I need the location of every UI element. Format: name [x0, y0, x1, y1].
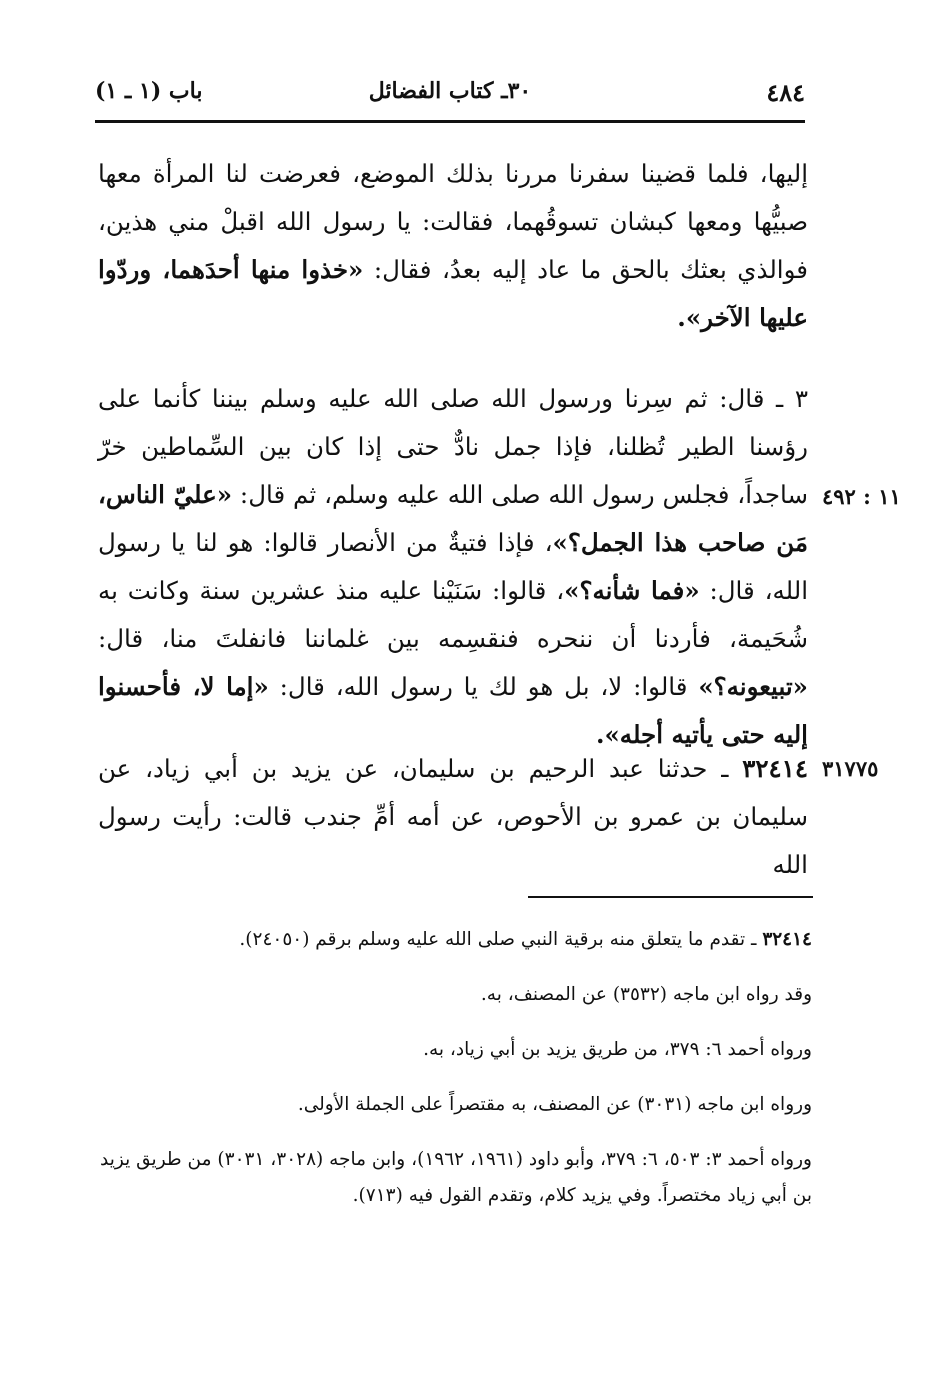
- margin-reference: ٣١٧٧٥: [822, 756, 879, 781]
- paragraph-text: ٣ ـ قال: ثم سِرنا ورسول الله صلى الله عليه وسلم بيننا كأنما على رؤسنا الطير تُظلنا، فإذا جمل نادٌّ حتى إذا كان بين السِّماطين خرّ ساجداً، فجلس رسول الله صلى الله عليه وسلم، ثم قال:: [98, 384, 809, 509]
- hadith-quote: «تبيعونه؟»: [698, 672, 808, 701]
- hadith-quote: «فما شأنه؟»: [564, 576, 700, 605]
- footnote: ورواه أحمد ٣: ٥٠٣، ٦: ٣٧٩، وأبو داود (١٩٦١، ١٩٦٢)، وابن ماجه (٣٠٢٨، ٣٠٣١) من طريق يزيد بن أبي زياد مختصراً. وفي يزيد كلام، وتقدم القول فيه (٧١٣).: [100, 1149, 812, 1206]
- paragraph-narration-3: [98, 375, 808, 759]
- paragraph-continuation: [98, 150, 808, 342]
- page-header: [95, 72, 805, 122]
- paragraph-text: إليها، فلما قضينا سفرنا مررنا بذلك الموضع، فعرضت لنا المرأة معها صبيُّها ومعها كبشان تسوقُهما، فقالت: يا رسول الله اقبلْ مني هذين، فوالذي بعثك بالحق ما عاد إليه بعدُ، فقال:: [98, 159, 808, 284]
- paragraph-text: قالوا: لا، بل هو لك يا رسول الله، قال:: [268, 672, 699, 701]
- footnote-number: ٣٢٤١٤: [762, 929, 812, 950]
- footnote: وقد رواه ابن ماجه (٣٥٣٢) عن المصنف، به.: [480, 984, 812, 1005]
- hadith-quote: «إما لا، فأحسنوا إليه حتى يأتيه أجله».: [98, 672, 808, 749]
- footnote: ورواه أحمد ٦: ٣٧٩، من طريق يزيد بن أبي زياد، به.: [423, 1039, 812, 1060]
- footnote-divider: [528, 896, 813, 898]
- footnote: [100, 922, 812, 957]
- chapter-label: باب (١ ـ ١): [95, 78, 203, 104]
- footnote-text: ـ تقدم ما يتعلق منه برقية النبي صلى الله عليه وسلم برقم (٢٤٠٥٠).: [239, 929, 763, 950]
- page-number: ٤٨٤: [766, 78, 805, 107]
- margin-reference: ١١ : ٤٩٢: [822, 484, 901, 509]
- hadith-number: ٣٢٤١٤: [742, 754, 808, 783]
- paragraph-text: ـ حدثنا عبد الرحيم بن سليمان، عن يزيد بن أبي زياد، عن سليمان بن عمرو بن الأحوص، عن أمه أمِّ جندب قالت: رأيت رسول الله: [98, 754, 808, 879]
- header-divider: [95, 120, 805, 123]
- hadith-quote: «عليّ الناس، مَن صاحب هذا الجمل؟»: [98, 480, 808, 557]
- hadith-quote: «خذوا منها أحدَهما، وردّوا عليها الآخر».: [98, 255, 808, 332]
- footnote: ورواه ابن ماجه (٣٠٣١) عن المصنف، به مقتصراً على الجملة الأولى.: [297, 1094, 812, 1115]
- paragraph-text: ، قالوا: سَنَيْنا عليه منذ عشرين سنة وكانت به شُحَيمة، فأردنا أن ننحره فنقسِمه بين غلماننا فانفلتَ منا، قال:: [98, 576, 808, 653]
- paragraph-hadith-32414: [98, 745, 808, 889]
- paragraph-text: ، فإذا فتيةٌ من الأنصار قالوا: هو لنا يا رسول الله، قال:: [98, 528, 809, 605]
- book-title: ٣٠ـ كتاب الفضائل: [368, 78, 532, 104]
- footnotes: [100, 922, 812, 1234]
